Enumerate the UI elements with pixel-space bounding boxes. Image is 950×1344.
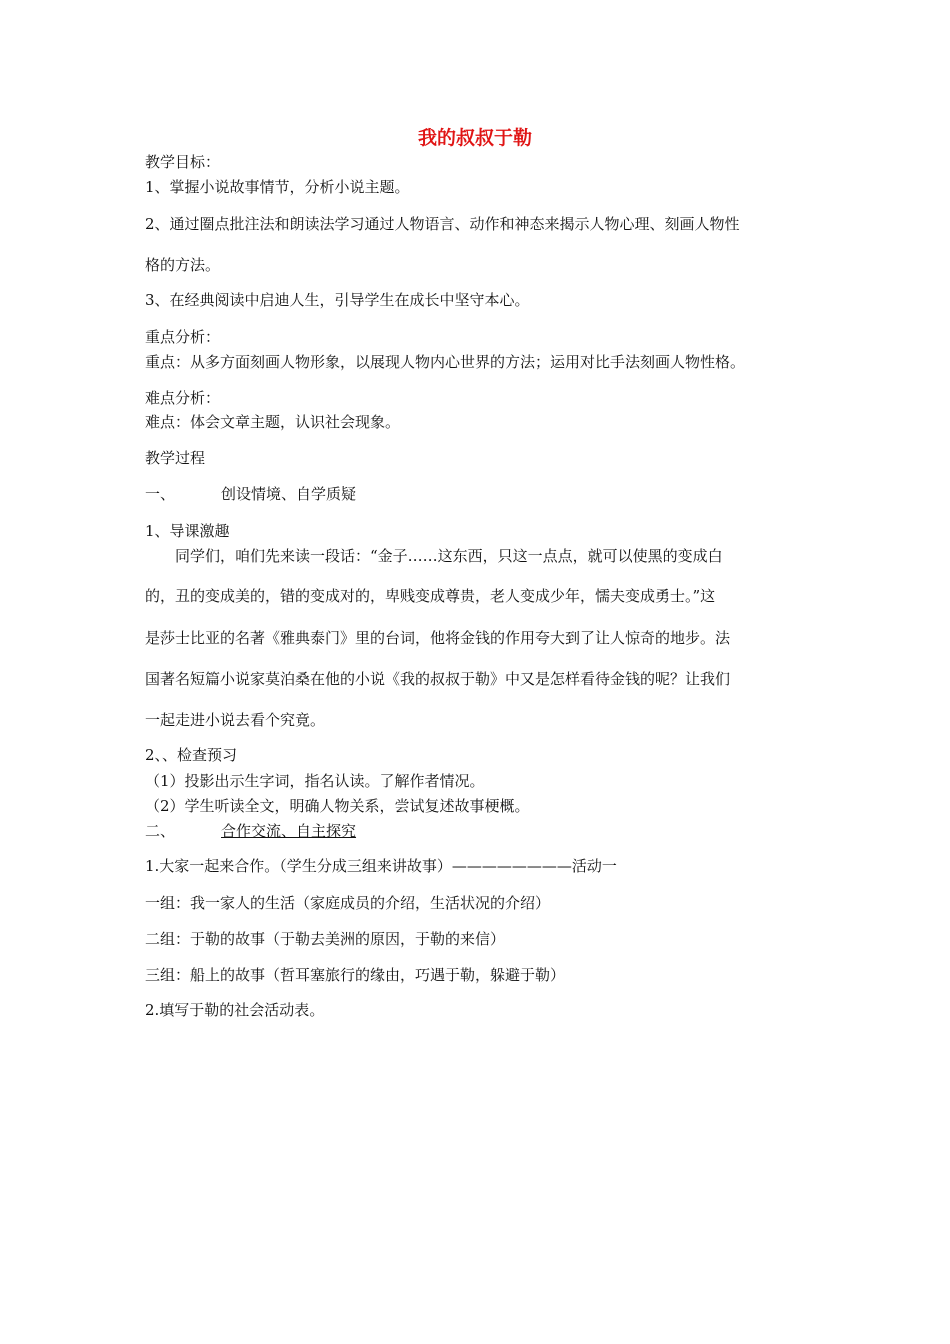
section-1-title: 创设情境、自学质疑 <box>221 485 357 503</box>
section-2-title: 合作交流、自主探究 <box>221 822 357 840</box>
section-1-number: 一、 <box>145 485 176 503</box>
subheading-preview-check: 2、、检查预习 <box>145 746 238 764</box>
activity-2: 2.填写于勒的社会活动表。 <box>145 1001 325 1019</box>
key-point: 重点：从多方面刻画人物形象，以展现人物内心世界的方法；运用对比手法刻画人物性格。 <box>145 353 746 371</box>
intro-paragraph-line-3: 是莎士比亚的名著《雅典泰门》里的台词，他将金钱的作用夸大到了让人惊奇的地步。法 <box>145 629 731 647</box>
group-1: 一组：我一家人的生活（家庭成员的介绍，生活状况的介绍） <box>145 894 551 912</box>
subheading-intro: 1、导课激趣 <box>145 522 230 540</box>
activity-1: 1.大家一起来合作。（学生分成三组来讲故事）————————活动一 <box>145 857 617 875</box>
objective-2: 2、通过圈点批注法和朗读法学习通过人物语言、动作和神态来揭示人物心理、刻画人物性 <box>145 215 740 233</box>
heading-objectives: 教学目标： <box>145 153 221 171</box>
preview-item-1: （1）投影出示生字词，指名认读。了解作者情况。 <box>145 772 485 790</box>
heading-teaching-process: 教学过程 <box>145 449 206 467</box>
intro-paragraph-line-1: 同学们，咱们先来读一段话：“金子……这东西，只这一点点，就可以使黑的变成白 <box>145 547 723 565</box>
document-title: 我的叔叔于勒 <box>417 127 532 149</box>
intro-paragraph-line-4: 国著名短篇小说家莫泊桑在他的小说《我的叔叔于勒》中又是怎样看待金钱的呢？让我们 <box>145 670 731 688</box>
intro-paragraph-line-5: 一起走进小说去看个究竟。 <box>145 711 326 729</box>
intro-paragraph-line-2: 的，丑的变成美的，错的变成对的，卑贱变成尊贵，老人变成少年，懦夫变成勇士。”这 <box>145 587 716 605</box>
group-3: 三组：船上的故事（哲耳塞旅行的缘由，巧遇于勒，躲避于勒） <box>145 966 566 984</box>
objective-1: 1、掌握小说故事情节，分析小说主题。 <box>145 178 410 196</box>
difficulty-point: 难点：体会文章主题，认识社会现象。 <box>145 413 401 431</box>
section-2-number: 二、 <box>145 822 176 840</box>
heading-key-analysis: 重点分析： <box>145 328 221 346</box>
objective-3: 3、在经典阅读中启迪人生，引导学生在成长中坚守本心。 <box>145 291 530 309</box>
heading-difficulty-analysis: 难点分析： <box>145 389 221 407</box>
section-1-heading <box>145 484 356 504</box>
group-2: 二组：于勒的故事（于勒去美洲的原因，于勒的来信） <box>145 930 506 948</box>
objective-2-cont: 格的方法。 <box>145 256 221 274</box>
section-2-heading <box>145 821 356 841</box>
preview-item-2: （2）学生听读全文，明确人物关系，尝试复述故事梗概。 <box>145 797 530 815</box>
